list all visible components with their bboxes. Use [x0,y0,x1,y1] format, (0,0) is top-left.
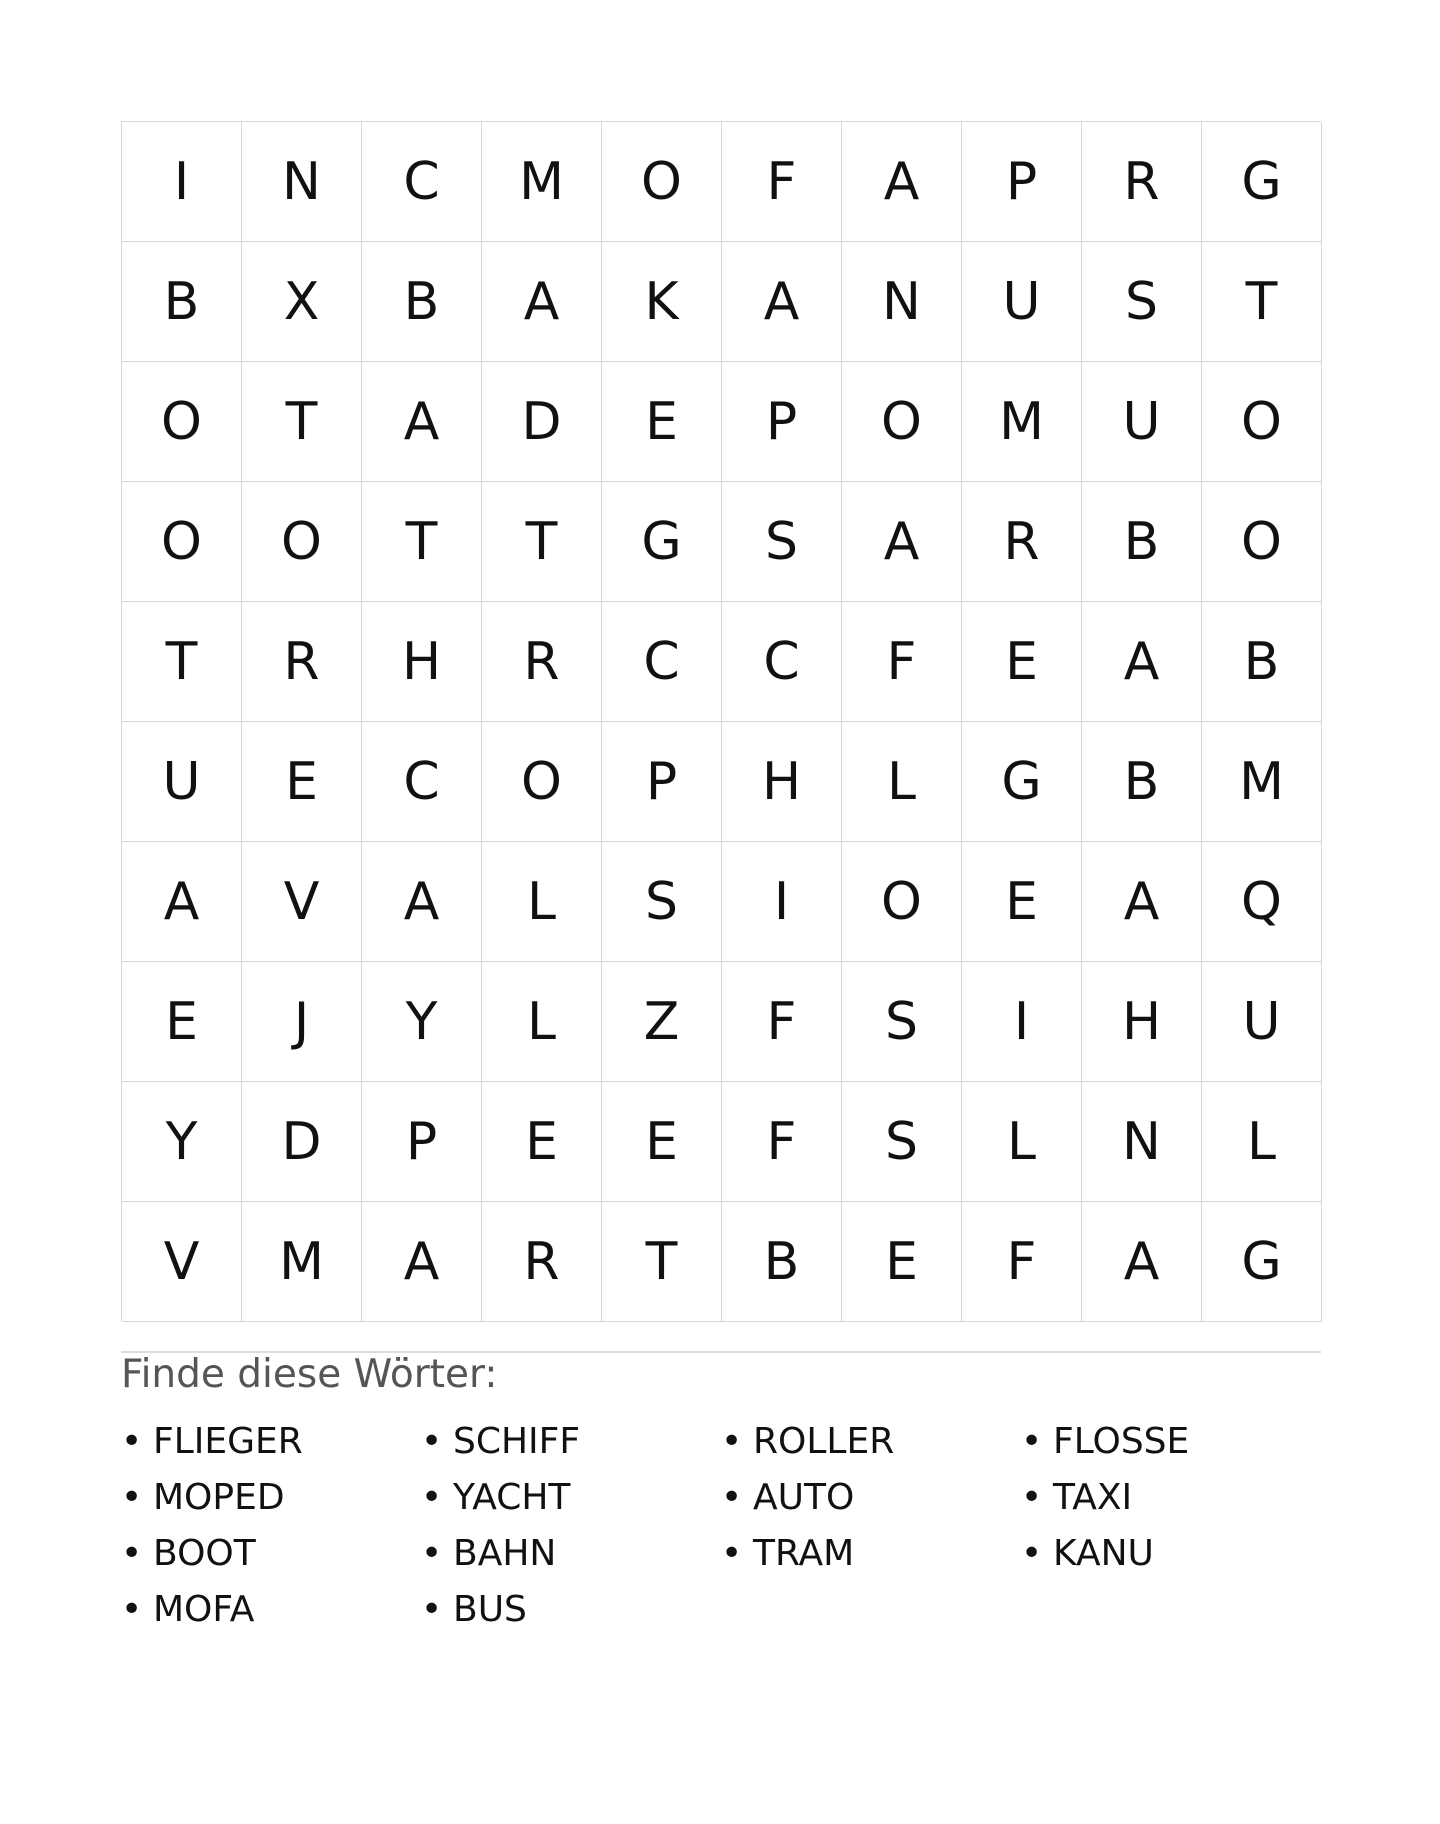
grid-cell[interactable]: O [1202,482,1322,602]
grid-cell[interactable]: Y [122,1082,242,1202]
grid-cell[interactable]: U [122,722,242,842]
word-label: TRAM [753,1533,855,1574]
bullet-icon: • [421,1589,443,1630]
grid-cell[interactable]: H [722,722,842,842]
grid-cell[interactable]: E [842,1202,962,1322]
grid-cell[interactable]: T [602,1202,722,1322]
grid-cell[interactable]: E [242,722,362,842]
grid-cell[interactable]: N [1082,1082,1202,1202]
word-list-item [121,1582,421,1638]
word-label: MOFA [153,1589,255,1630]
grid-cell[interactable]: R [242,602,362,722]
grid-cell[interactable]: S [602,842,722,962]
letter-grid [121,121,1321,1321]
grid-cell[interactable]: V [122,1202,242,1322]
word-label: KANU [1053,1533,1154,1574]
bullet-icon: • [421,1421,443,1462]
grid-cell[interactable]: I [122,122,242,242]
bullet-icon: • [721,1477,743,1518]
grid-cell[interactable]: C [362,122,482,242]
bullet-icon: • [1021,1421,1043,1462]
grid-cell[interactable]: M [242,1202,362,1322]
grid-cell[interactable]: A [1082,842,1202,962]
word-label: FLOSSE [1053,1421,1190,1462]
grid-cell[interactable]: L [962,1082,1082,1202]
word-list-item [721,1526,1021,1582]
grid-cell[interactable]: U [1082,362,1202,482]
grid-cell[interactable]: M [482,122,602,242]
grid-cell[interactable]: J [242,962,362,1082]
grid-cell[interactable]: A [842,482,962,602]
grid-cell[interactable]: Q [1202,842,1322,962]
grid-cell[interactable]: E [482,1082,602,1202]
grid-cell[interactable]: P [362,1082,482,1202]
bullet-icon: • [121,1589,143,1630]
grid-cell[interactable]: C [602,602,722,722]
grid-cell[interactable]: O [842,842,962,962]
grid-cell[interactable]: D [482,362,602,482]
grid-cell[interactable]: H [1082,962,1202,1082]
grid-cell[interactable]: U [1202,962,1322,1082]
word-list-item [421,1526,721,1582]
grid-cell[interactable]: T [1202,242,1322,362]
grid-cell[interactable]: F [842,602,962,722]
grid-cell[interactable]: G [962,722,1082,842]
word-list-item [1021,1526,1321,1582]
grid-cell[interactable]: G [602,482,722,602]
word-label: SCHIFF [453,1421,581,1462]
bullet-icon: • [121,1533,143,1574]
word-list-item [1021,1470,1321,1526]
word-list-item [421,1414,721,1470]
grid-cell[interactable]: F [722,962,842,1082]
grid-cell[interactable]: O [842,362,962,482]
word-list-item [121,1414,421,1470]
grid-cell[interactable]: F [962,1202,1082,1322]
grid-cell[interactable]: U [962,242,1082,362]
grid-cell[interactable]: S [722,482,842,602]
grid-cell[interactable]: O [122,482,242,602]
word-list-item [121,1526,421,1582]
grid-cell[interactable]: S [842,1082,962,1202]
bullet-icon: • [121,1477,143,1518]
grid-cell[interactable]: D [242,1082,362,1202]
word-label: ROLLER [753,1421,895,1462]
grid-cell[interactable]: L [482,842,602,962]
grid-cell[interactable]: A [362,842,482,962]
grid-cell[interactable]: V [242,842,362,962]
grid-cell[interactable]: L [482,962,602,1082]
grid-cell[interactable]: F [722,1082,842,1202]
grid-cell[interactable]: O [242,482,362,602]
grid-cell[interactable]: A [482,242,602,362]
grid-cell[interactable]: T [362,482,482,602]
grid-cell[interactable]: P [602,722,722,842]
grid-cell[interactable]: R [1082,122,1202,242]
grid-cell[interactable]: T [482,482,602,602]
grid-cell[interactable]: A [722,242,842,362]
grid-cell[interactable]: L [842,722,962,842]
grid-cell[interactable]: T [242,362,362,482]
grid-cell[interactable]: Y [362,962,482,1082]
word-label: YACHT [453,1477,571,1518]
grid-cell[interactable]: G [1202,1202,1322,1322]
grid-cell[interactable]: S [842,962,962,1082]
grid-cell[interactable]: I [722,842,842,962]
grid-cell[interactable]: N [242,122,362,242]
grid-cell[interactable]: M [962,362,1082,482]
grid-cell[interactable]: O [122,362,242,482]
word-label: AUTO [753,1477,855,1518]
grid-cell[interactable]: E [962,602,1082,722]
grid-cell[interactable]: P [962,122,1082,242]
grid-cell[interactable]: C [722,602,842,722]
bullet-icon: • [721,1421,743,1462]
word-list-item [1021,1414,1321,1470]
word-list [121,1414,1321,1638]
grid-cell[interactable]: T [122,602,242,722]
grid-cell[interactable]: O [602,122,722,242]
word-label: FLIEGER [153,1421,303,1462]
grid-cell[interactable]: Z [602,962,722,1082]
word-list-item [121,1470,421,1526]
grid-cell[interactable]: O [1202,362,1322,482]
word-label: TAXI [1053,1477,1133,1518]
grid-cell[interactable]: N [842,242,962,362]
grid-cell[interactable]: B [122,242,242,362]
grid-cell[interactable]: B [1082,482,1202,602]
grid-cell[interactable]: S [1082,242,1202,362]
word-list-item [721,1414,1021,1470]
grid-cell[interactable]: O [482,722,602,842]
grid-cell[interactable]: E [122,962,242,1082]
grid-cell[interactable]: A [362,1202,482,1322]
grid-cell[interactable]: K [602,242,722,362]
grid-cell[interactable]: G [1202,122,1322,242]
grid-cell[interactable]: M [1202,722,1322,842]
grid-cell[interactable]: E [962,842,1082,962]
word-label: MOPED [153,1477,285,1518]
grid-cell[interactable]: A [1082,602,1202,722]
grid-cell[interactable]: R [962,482,1082,602]
bullet-icon: • [421,1477,443,1518]
grid-cell[interactable]: X [242,242,362,362]
grid-cell[interactable]: B [722,1202,842,1322]
bullet-icon: • [1021,1477,1043,1518]
grid-cell[interactable]: A [122,842,242,962]
grid-cell[interactable]: B [1082,722,1202,842]
bullet-icon: • [421,1533,443,1574]
grid-cell[interactable]: E [602,1082,722,1202]
grid-cell[interactable]: E [602,362,722,482]
grid-cell[interactable]: L [1202,1082,1322,1202]
grid-cell[interactable]: C [362,722,482,842]
grid-cell[interactable]: A [1082,1202,1202,1322]
grid-cell[interactable]: R [482,1202,602,1322]
grid-cell[interactable]: H [362,602,482,722]
word-list-item [421,1582,721,1638]
bullet-icon: • [121,1421,143,1462]
word-list-item [721,1470,1021,1526]
grid-cell[interactable]: B [1202,602,1322,722]
grid-cell[interactable]: A [362,362,482,482]
bullet-icon: • [1021,1533,1043,1574]
grid-cell[interactable]: I [962,962,1082,1082]
word-label: BUS [453,1589,527,1630]
word-list-heading: Finde diese Wörter: [121,1352,498,1397]
word-label: BOOT [153,1533,256,1574]
grid-cell[interactable]: R [482,602,602,722]
word-label: BAHN [453,1533,557,1574]
word-list-item [421,1470,721,1526]
grid-cell[interactable]: A [842,122,962,242]
grid-cell[interactable]: B [362,242,482,362]
grid-cell[interactable]: P [722,362,842,482]
grid-cell[interactable]: F [722,122,842,242]
bullet-icon: • [721,1533,743,1574]
